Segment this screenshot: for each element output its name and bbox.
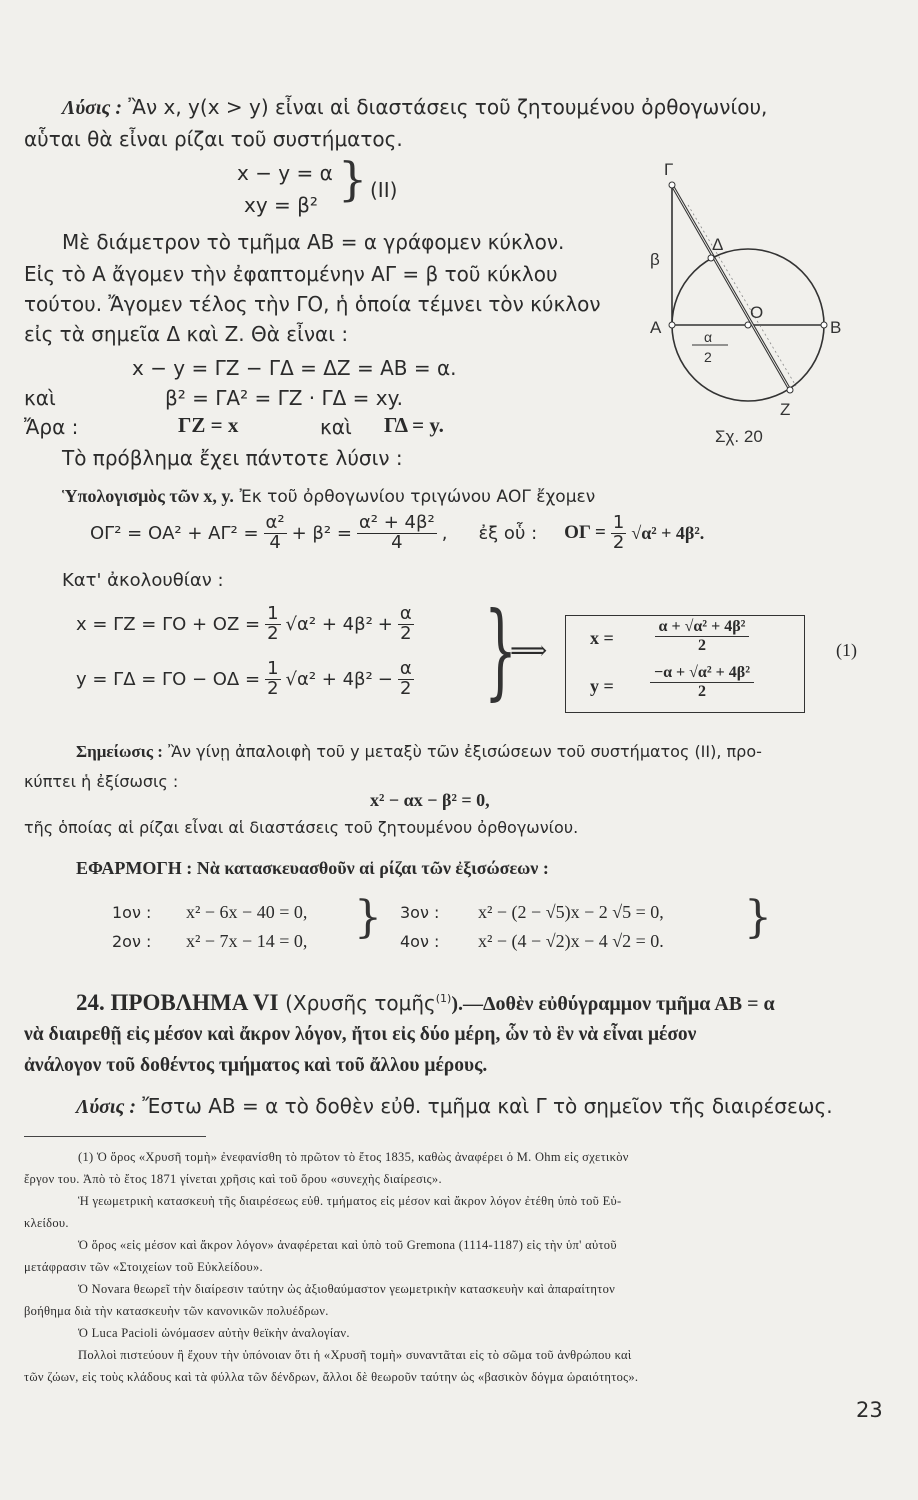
result-y-num: −α + √α² + 4β² — [650, 664, 754, 683]
y-alpha-den: 2 — [400, 677, 412, 699]
problem-line3: ἀνάλογον τοῦ δοθέντος τμήματος καὶ τοῦ ἄλλου μέρους. — [24, 1055, 488, 1076]
x-half-num: 1 — [267, 603, 279, 624]
system-brace: } — [338, 152, 368, 206]
calc-ex-ou: ἐξ οὗ : — [478, 522, 538, 544]
footnote-line: τῶν ζώων, εἰς τοὺς κλάδους καὶ τὰ φύλλα τῶν δένδρων, ἄλλοι δὲ θεωροῦν ταύτην ὡς «βασικὸν δόγμα ὡραιότητος». — [24, 1370, 639, 1384]
result-y-frac — [622, 664, 782, 701]
application-heading: ΕΦΑΡΜΟΓΗ : Νὰ κατασκευασθοῦν αἱ ρίζαι τῶν ἐξισώσεων : — [76, 858, 549, 878]
result-box — [565, 615, 805, 713]
og2-frac2-den: 4 — [391, 531, 403, 553]
app-l3: 3ον : — [400, 903, 440, 922]
calc-accordingly: Κατ' ἀκολουθίαν : — [62, 570, 224, 591]
remark-line1 — [76, 742, 762, 762]
footnote-line: μετάφρασιν τῶν «Στοιχείων τοῦ Εὐκλείδου». — [24, 1260, 263, 1274]
system-eq1: x − y = α — [237, 161, 333, 185]
point-b — [821, 322, 827, 328]
app-e3: x² − (2 − √5)x − 2 √5 = 0, — [478, 902, 664, 922]
x-lhs: x = ΓΖ = ΓΟ + ΟΖ = — [76, 613, 261, 635]
label-alpha: α — [704, 329, 713, 345]
y-frac-half — [265, 660, 280, 699]
result-x-eq: x = — [590, 628, 614, 648]
og-lhs: ΟΓ = — [564, 522, 606, 544]
footnote-line: Πολλοὶ πιστεύουν ἢ ἔχουν τὴν ὑπόνοιαν ὅτι ἡ «Χρυσῆ τομὴ» συναντᾶται εἰς τὸ σῶμα τοῦ ἀνθρώπου καὶ — [78, 1348, 632, 1362]
x-alpha-num: α — [399, 603, 412, 624]
app-l4: 4ον : — [400, 932, 440, 951]
x-frac-half — [265, 605, 280, 644]
x-sqrt: √α² + 4β² — [285, 613, 373, 635]
label-a: Α — [650, 318, 662, 337]
footnote-line: Ὁ ὅρος «εἰς μέσον καὶ ἄκρον λόγον» ἀναφέρεται καὶ ὑπὸ τοῦ Gremona (1114-1187) εἰς τὴν ὑπ' αὐτοῦ — [78, 1238, 617, 1252]
figure-caption: Σχ. 20 — [715, 427, 763, 446]
point-z — [787, 387, 793, 393]
y-lhs: y = ΓΔ = ΓΟ − ΟΔ = — [76, 668, 261, 690]
footnote-line: (1) Ὁ ὅρος «Χρυσῆ τομὴ» ἐνεφανίσθη τὸ πρῶτον τὸ ἔτος 1835, καθὼς ἀναφέρει ὁ Μ. Ohm εἰς σχετικὸν — [78, 1150, 629, 1164]
solution-intro-line2: αὗται θὰ εἶναι ρίζαι τοῦ συστήματος. — [24, 127, 403, 151]
og2-frac1 — [264, 514, 287, 553]
y-half-num: 1 — [267, 658, 279, 679]
xy-brace: } — [484, 589, 518, 711]
y-frac-alpha — [398, 660, 414, 699]
label-gamma: Γ — [664, 160, 674, 179]
label-o: Ο — [750, 303, 764, 322]
system-eq2: xy = β² — [244, 193, 318, 217]
point-d — [708, 255, 714, 261]
x-alpha-den: 2 — [400, 622, 412, 644]
footnote-line: ἔργον του. Ἀπὸ τὸ ἔτος 1871 γίνεται χρῆσις καὶ τοῦ ὅρου «συνεχὴς διαίρεσις». — [24, 1172, 442, 1186]
solution-intro-text: Ἂν x, y(x > y) εἶναι αἱ διαστάσεις τοῦ ζητουμένου ὀρθογωνίου, — [128, 95, 768, 119]
label-z: Ζ — [780, 400, 791, 419]
problem-title-paren: (Χρυσῆς τομῆς — [285, 991, 436, 1015]
remark-text1: Ἂν γίνῃ ἀπαλοιφὴ τοῦ y μεταξὺ τῶν ἐξισώσεων τοῦ συστήματος (II), προ- — [168, 742, 762, 761]
og-sqrt: √α² + 4β². — [631, 522, 705, 543]
og2-frac2 — [357, 514, 437, 553]
solution-intro-line1 — [62, 95, 767, 120]
problem-title — [76, 990, 775, 1016]
result-x-frac — [622, 618, 782, 655]
page-number: 23 — [856, 1398, 883, 1422]
calc-intro: Ἐκ τοῦ ὀρθογωνίου τριγώνου ΑΟΓ ἔχομεν — [239, 487, 596, 507]
problem-title-rest: ).—Δοθὲν εὐθύγραμμον τμῆμα ΑΒ = α — [451, 993, 775, 1015]
app-e4: x² − (4 − √2)x − 4 √2 = 0. — [478, 931, 664, 951]
problem-title-bold: 24. ΠΡΟΒΛΗΜΑ VI — [76, 990, 279, 1015]
og2-frac1-den: 4 — [269, 531, 281, 553]
label-two: 2 — [704, 349, 712, 365]
footnote-rule — [24, 1136, 206, 1137]
result-y-eq: y = — [590, 676, 614, 696]
result-tag: (1) — [836, 640, 857, 660]
app-e1: x² − 6x − 40 = 0, — [186, 902, 308, 922]
construction-line2: Εἰς τὸ Α ἄγομεν τὴν ἐφαπτομένην ΑΓ = β τοῦ κύκλου — [24, 262, 558, 286]
remark-equation: x² − αx − β² = 0, — [370, 790, 490, 810]
problem-line2: νὰ διαιρεθῇ εἰς μέσον καὶ ἄκρον λόγον, ἤτοι εἰς δύο μέρη, ὧν τὸ ἓν νὰ εἶναι μέσον — [24, 1024, 697, 1045]
y-alpha-num: α — [399, 658, 412, 679]
point-o — [745, 322, 751, 328]
og2-plus-b2: + β² = — [291, 522, 352, 544]
implies-arrow: ⟹ — [510, 636, 548, 666]
result-y-den: 2 — [698, 683, 706, 700]
result-x-num: α + √α² + 4β² — [655, 618, 750, 637]
app-l1: 1ον : — [112, 903, 152, 922]
remark-label: Σημείωσις : — [76, 742, 163, 761]
solution-label: Λύσις : — [62, 97, 123, 119]
construction-eq-a: x − y = ΓΖ − ΓΔ = ΔΖ = ΑΒ = α. — [132, 356, 457, 380]
remark-line2: κύπτει ἡ ἐξίσωσις : — [24, 772, 179, 791]
point-a — [669, 322, 675, 328]
construction-eq-c-kai: καὶ — [320, 415, 352, 439]
construction-ara: Ἄρα : — [24, 415, 79, 439]
footnote-line: κλείδου. — [24, 1216, 69, 1230]
x-frac-alpha — [398, 605, 414, 644]
og2-frac2-num: α² + 4β² — [358, 512, 435, 533]
footnote-line: Ἡ γεωμετρικὴ κατασκευὴ τῆς διαιρέσεως εὐθ. τμήματος εἰς μέσον καὶ ἄκρον λόγον ἐτέθη ὑπὸ τοῦ Εὐ- — [78, 1194, 622, 1208]
og-frac — [611, 514, 626, 553]
construction-eq-c2: ΓΔ = y. — [384, 413, 444, 437]
y-sqrt: √α² + 4β² — [285, 668, 373, 690]
footnote-line: Ὁ Novara θεωρεῖ τὴν διαίρεσιν ταύτην ὡς ἀξιοθαύμαστον γεωμετρικὴν κατασκευὴν καὶ ἀπαραίτητον — [78, 1282, 616, 1296]
app-brace-right: } — [744, 892, 772, 943]
figure-line-gz-inner — [672, 185, 790, 390]
calc-heading: Ὑπολογισμὸς τῶν x, y. — [62, 486, 234, 506]
og2-equation — [90, 514, 704, 553]
app-brace-left: } — [354, 892, 382, 943]
problem-title-sup: (1) — [435, 992, 452, 1005]
construction-eq-c1: ΓΖ = x — [178, 413, 239, 437]
app-e2: x² − 7x − 14 = 0, — [186, 931, 308, 951]
construction-line4: εἰς τὰ σημεῖα Δ καὶ Ζ. Θὰ εἶναι : — [24, 322, 349, 346]
og2-frac1-num: α² — [265, 512, 285, 533]
construction-line3: τούτου. Ἄγομεν τέλος τὴν ΓΟ, ἡ ὁποία τέμνει τὸν κύκλον — [24, 292, 601, 316]
construction-line1: Μὲ διάμετρον τὸ τμῆμα ΑΒ = α γράφομεν κύκλον. — [62, 230, 565, 254]
y-minus: − — [377, 668, 393, 690]
label-delta: Δ — [712, 235, 724, 254]
og2-comma: , — [441, 522, 448, 544]
construction-kai: καὶ — [24, 386, 56, 410]
figure-20 — [630, 150, 860, 460]
remark-line3: τῆς ὁποίας αἱ ρίζαι εἶναι αἱ διαστάσεις τοῦ ζητουμένου ὀρθογωνίου. — [24, 818, 579, 837]
problem-solution-label: Λύσις : — [76, 1096, 137, 1118]
y-equation — [76, 660, 414, 699]
x-equation — [76, 605, 414, 644]
app-l2: 2ον : — [112, 932, 152, 951]
x-half-den: 2 — [267, 622, 279, 644]
footnote-line: βοήθημα διὰ τὴν κατασκευὴν τῶν κανονικῶν πολυέδρων. — [24, 1304, 329, 1318]
construction-eq-b: β² = ΓΑ² = ΓΖ · ΓΔ = xy. — [165, 386, 403, 410]
label-beta: β — [650, 250, 660, 269]
point-g — [669, 182, 675, 188]
construction-always: Τὸ πρόβλημα ἔχει πάντοτε λύσιν : — [62, 446, 403, 470]
label-b: Β — [830, 318, 842, 337]
result-x-den: 2 — [698, 637, 706, 654]
x-plus: + — [377, 613, 393, 635]
calc-heading-line — [62, 486, 595, 507]
og-frac-num: 1 — [612, 512, 625, 533]
og2-lhs: ΟΓ² = ΟΑ² + ΑΓ² = — [90, 522, 259, 544]
system-tag: (II) — [370, 178, 398, 202]
problem-solution-text: Ἔστω ΑΒ = α τὸ δοθὲν εὐθ. τμῆμα καὶ Γ τὸ σημεῖον τῆς διαιρέσεως. — [142, 1094, 833, 1118]
footnote-line: Ὁ Luca Pacioli ὠνόμασεν αὐτὴν θεϊκὴν ἀναλογίαν. — [78, 1326, 350, 1340]
y-half-den: 2 — [267, 677, 279, 699]
problem-solution — [76, 1094, 833, 1119]
og-frac-den: 2 — [612, 531, 625, 553]
